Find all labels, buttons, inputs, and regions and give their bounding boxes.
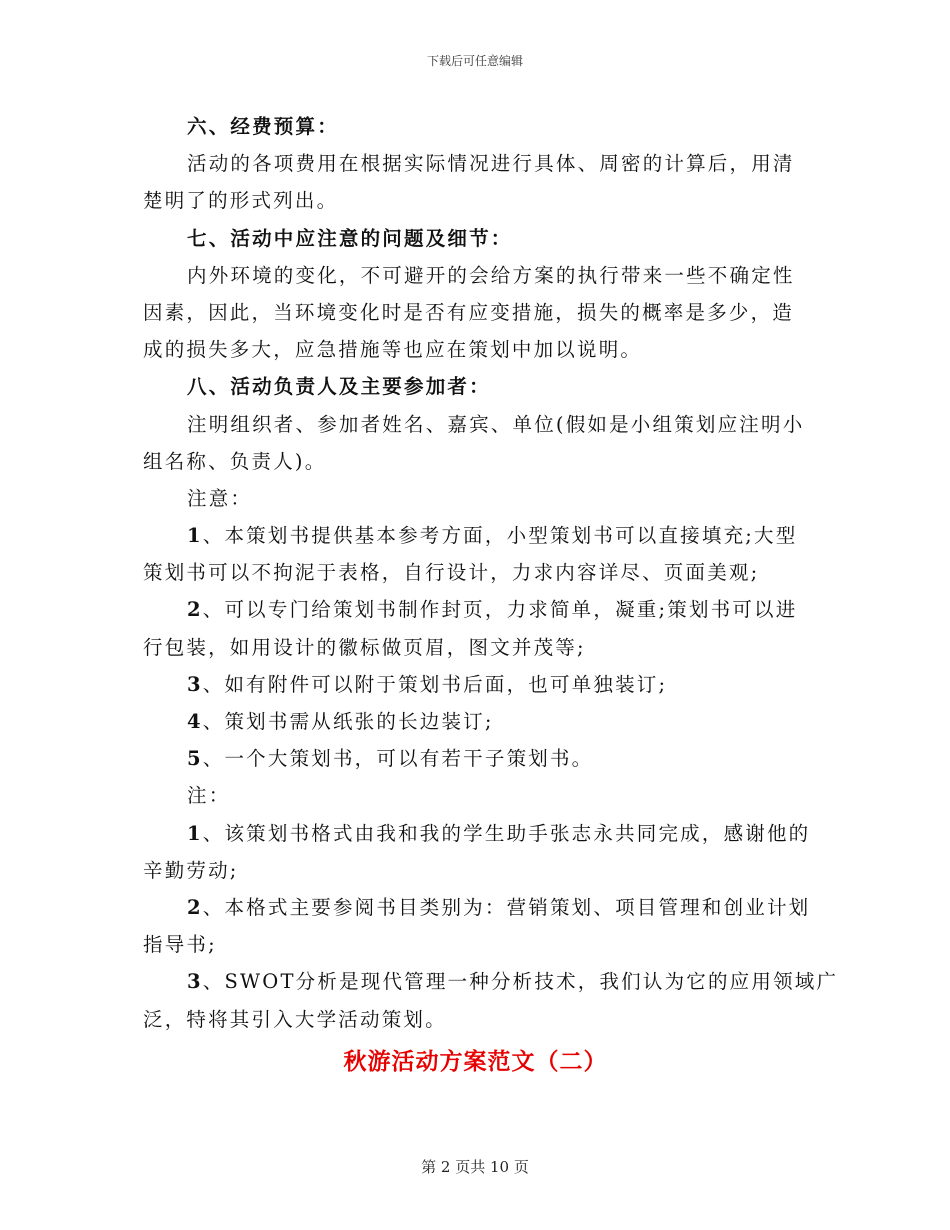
page-footer: 第 2 页共 10 页: [421, 1158, 529, 1176]
note-item-4: [143, 703, 808, 740]
remark-item-text: 、本格式主要参阅书目类别为：营销策划、项目管理和创业计划: [202, 895, 811, 919]
section-6-heading: 六、经费预算：: [187, 115, 339, 138]
section-8-heading: 八、活动负责人及主要参加者：: [187, 375, 491, 399]
section-7-line-3: 成的损失多大，应急措施等也应在策划中加以说明。: [143, 338, 643, 362]
note-item-number: 3: [187, 672, 203, 696]
document-body: [143, 108, 839, 1082]
note-item-2-line-2: 行包装，如用设计的徽标做页眉，图文并茂等;: [143, 635, 586, 659]
page-header: 下载后可任意编辑: [426, 54, 523, 68]
remark-item-text: 、该策划书格式由我和我的学生助手张志永共同完成，感谢他的: [202, 821, 811, 845]
note-item-3: [143, 666, 808, 703]
remark-item-1-line-2: 辛勤劳动;: [143, 858, 239, 882]
note-item-text: 、一个大策划书，可以有若干子策划书。: [202, 747, 594, 771]
section-7-heading: 七、活动中应注意的问题及细节：: [187, 226, 513, 250]
remarks-label: 注：: [187, 784, 231, 808]
section-6-line-2: 楚明了的形式列出。: [143, 189, 339, 213]
note-item-number: 2: [187, 598, 203, 622]
note-item-text: 、策划书需从纸张的长边装订;: [202, 710, 494, 733]
section-8-line-1: 注明组织者、参加者姓名、嘉宾、单位(假如是小组策划应注明小: [187, 412, 805, 436]
remark-item-1-line-1: [143, 815, 811, 852]
remark-item-number: 3: [187, 970, 203, 994]
notes-label: 注意：: [187, 486, 253, 510]
section-6-line-1: 活动的各项费用在根据实际情况进行具体、周密的计算后，用清: [187, 152, 795, 176]
remark-item-text: 、SWOT分析是现代管理一种分析技术，我们认为它的应用领域广: [202, 970, 839, 994]
remark-item-3-line-2: 泛，特将其引入大学活动策划。: [143, 1007, 447, 1031]
remark-item-number: 2: [187, 895, 203, 919]
remark-item-2-line-1: [143, 889, 811, 926]
note-item-5: [143, 740, 808, 777]
note-item-2-line-1: [143, 591, 808, 628]
remark-item-number: 1: [187, 821, 203, 845]
section-7-line-2: 因素，因此，当环境变化时是否有应变措施，损失的概率是多少，造: [143, 300, 795, 324]
next-section-title: 秋游活动方案范文（二）: [343, 1047, 608, 1075]
remark-item-3-line-1: [143, 963, 839, 1000]
note-item-text: 、可以专门给策划书制作封页，力求简单，凝重;策划书可以进: [202, 598, 798, 622]
section-8-line-2: 组名称、负责人)。: [143, 449, 327, 473]
note-item-text: 、本策划书提供基本参考方面，小型策划书可以直接填充;大型: [202, 524, 798, 548]
note-item-1-line-2: 策划书可以不拘泥于表格，自行设计，力求内容详尽、页面美观;: [143, 561, 760, 585]
note-item-number: 1: [187, 524, 203, 548]
note-item-1-line-1: [143, 517, 808, 554]
note-item-text: 、如有附件可以附于策划书后面，也可单独装订;: [202, 672, 668, 696]
section-7-line-1: 内外环境的变化，不可避开的会给方案的执行带来一些不确定性: [187, 263, 795, 287]
note-item-number: 4: [187, 710, 203, 733]
note-item-number: 5: [187, 747, 203, 771]
remark-item-2-line-2: 指导书;: [143, 933, 217, 957]
